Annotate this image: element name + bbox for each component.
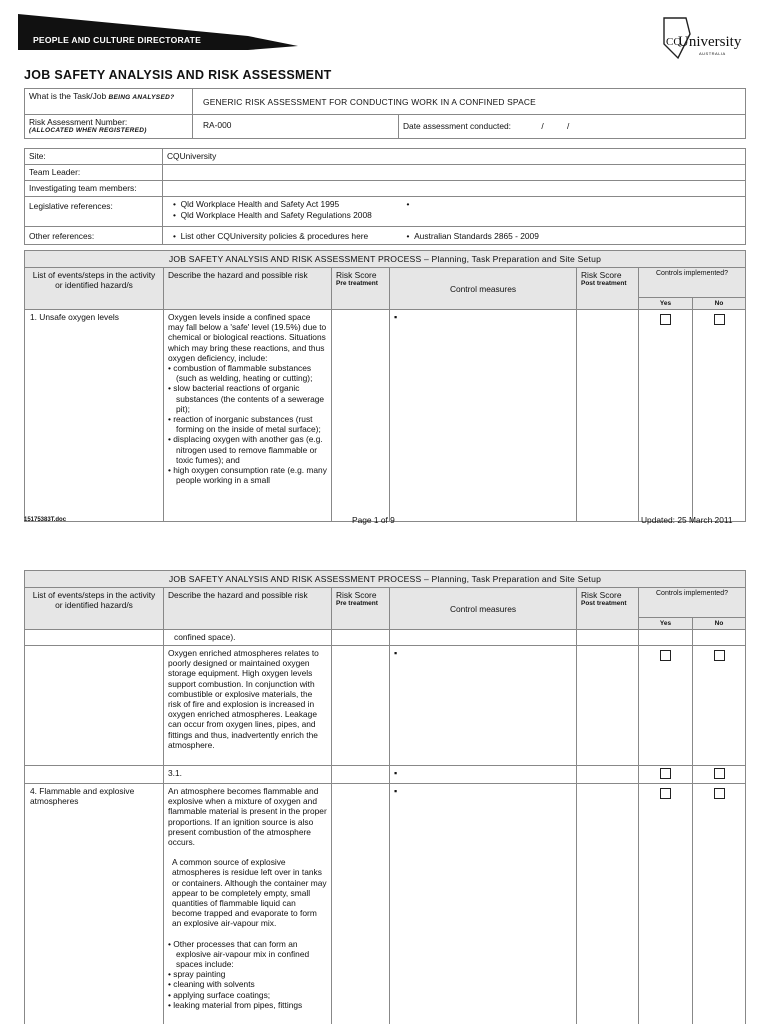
risk-post-cell[interactable] [577, 784, 639, 1024]
team-members-value[interactable] [163, 181, 746, 197]
col-steps-header: List of events/steps in the activity or identified hazard/s [25, 268, 164, 310]
no-checkbox[interactable] [714, 314, 725, 325]
step-empty-cell [25, 766, 164, 784]
yes-checkbox[interactable] [660, 650, 671, 661]
directorate-label: PEOPLE AND CULTURE DIRECTORATE [33, 35, 202, 45]
document-reference: 15175383T.doc [24, 517, 67, 523]
other-reference-item: • Australian Standards 2865 - 2009 [403, 227, 746, 245]
process-band-title: JOB SAFETY ANALYSIS AND RISK ASSESSMENT PROCESS – Planning, Task Preparation and Site Setup [25, 251, 746, 268]
no-cell [693, 646, 746, 766]
page-number: Page 1 of 9 [352, 515, 395, 525]
col-controls-header: Control measures [390, 268, 577, 310]
task-info-table [24, 88, 746, 139]
risk-post-cell[interactable] [577, 646, 639, 766]
control-measures-cell[interactable] [390, 646, 577, 766]
yes-checkbox[interactable] [660, 788, 671, 799]
risk-post-cell[interactable] [577, 630, 639, 646]
hazard-continuation: confined space). [164, 630, 332, 646]
cqu-logo [656, 14, 751, 66]
logo-country-text: AUSTRALIA [699, 51, 726, 56]
col-risk-pre-header: Risk Score Pre treatment [332, 268, 390, 310]
risk-pre-cell[interactable] [332, 646, 390, 766]
col-controls-header: Control measures [390, 588, 577, 630]
hazard-list-item: • cleaning with solvents [168, 979, 327, 989]
col-yes-header: Yes [639, 298, 693, 310]
yes-cell [639, 630, 693, 646]
no-cell [693, 784, 746, 1024]
legislative-label: Legislative references: [25, 197, 163, 227]
updated-date: Updated: 25 March 2011 [641, 515, 733, 525]
date-label: Date assessment conducted: [403, 121, 512, 131]
task-label: What is the Task/Job [29, 91, 107, 101]
hazard-list-item: • leaking material from pipes, fittings [168, 1000, 327, 1010]
risk-pre-cell[interactable] [332, 766, 390, 784]
risk-pre-cell[interactable] [332, 784, 390, 1024]
other-references-label: Other references: [25, 227, 163, 245]
hazard-list-item: • slow bacterial reactions of organic substances (the contents of a sewerage pit); [168, 383, 327, 414]
legislative-list [163, 197, 403, 227]
no-checkbox[interactable] [714, 788, 725, 799]
ra-label: Risk Assessment Number: [29, 117, 128, 127]
risk-post-cell[interactable] [577, 310, 639, 522]
no-checkbox[interactable] [714, 768, 725, 779]
col-implemented-header: Controls implemented? [639, 268, 746, 298]
legislative-item: • Qld Workplace Health and Safety Act 1995 [173, 199, 340, 209]
no-cell [693, 766, 746, 784]
task-label-small: BEING ANALYSED [108, 94, 171, 101]
hazard-list-item: • high oxygen consumption rate (e.g. many people working in a small [168, 465, 327, 485]
document-title: JOB SAFETY ANALYSIS AND RISK ASSESSMENT [24, 68, 332, 82]
logo-cq-text: CQ [666, 36, 682, 48]
hazard-list-item: • reaction of inorganic substances (rust forming on the inside of metal surface); [168, 414, 327, 434]
task-label-qmark: ? [170, 94, 175, 101]
control-measures-cell[interactable] [390, 766, 577, 784]
control-measures-cell[interactable] [390, 784, 577, 1024]
no-checkbox[interactable] [714, 650, 725, 661]
hazard-list-item: • spray painting [168, 969, 327, 979]
date-value[interactable]: / / [541, 121, 570, 131]
process-table-page2 [24, 570, 746, 1024]
legislative-item: • Qld Workplace Health and Safety Regulations 2008 [173, 210, 372, 220]
ra-label-small: (ALLOCATED WHEN REGISTERED) [29, 127, 147, 134]
step-unsafe-oxygen: 1. Unsafe oxygen levels [25, 310, 164, 522]
hazard-oxygen-description: Oxygen levels inside a confined space may fall below a 'safe' level (19.5%) due to chemical or biological reactions. Situations which may bring these reactions, and thus oxygen deficiency, include: • combustion of flammable substances (such as welding, heating or cutting); • slow bacterial reactions of organic substances (the contents of a sewerage pit); • reaction of inorganic substances (rust forming on the inside of metal surface); • displacing oxygen with another gas (e.g. nitrogen used to remove flammable or toxic fumes); and • high oxygen consumption rate (e.g. many people working in a small [164, 310, 332, 522]
date-cell[interactable] [399, 115, 746, 139]
logo-university-text: University [678, 34, 742, 50]
yes-cell [639, 784, 693, 1024]
no-cell [693, 630, 746, 646]
hazard-list-item: • Other processes that can form an explosive air-vapour mix in confined spaces include: [168, 939, 327, 970]
no-cell [693, 310, 746, 522]
team-leader-value[interactable] [163, 165, 746, 181]
hazard-3-1: 3.1. [164, 766, 332, 784]
yes-cell [639, 310, 693, 522]
risk-pre-cell[interactable] [332, 630, 390, 646]
col-steps-header: List of events/steps in the activity or identified hazard/s [25, 588, 164, 630]
hazard-flammable-description: An atmosphere becomes flammable and explosive when a mixture of oxygen and flammable material is present in the proper proportions. If an ignition source is also present combustion of the atmosphere occurs. A common source of explosive atmospheres is residue left over in tanks or containers. Although the container may appear to be completely empty, small quantities of flammable liquid can become trapped and evaporate to form an explosive air-vapour mix. • Other processes that can form an explosive air-vapour mix in confined spaces include: • spray painting • cleaning with solvents • applying surface coatings; • leaking material from pipes, fittings [164, 784, 332, 1024]
task-label-cell [25, 89, 193, 115]
col-implemented-header: Controls implemented? [639, 588, 746, 618]
col-risk-pre-header: Risk Score Pre treatment [332, 588, 390, 630]
other-reference-item: • List other CQUniversity policies & procedures here [163, 227, 403, 245]
risk-post-cell[interactable] [577, 766, 639, 784]
control-measures-cell[interactable] [390, 310, 577, 522]
risk-pre-cell[interactable] [332, 310, 390, 522]
ra-value[interactable]: RA-000 [193, 115, 399, 139]
yes-cell [639, 646, 693, 766]
col-yes-header: Yes [639, 618, 693, 630]
site-value[interactable]: CQUniversity [163, 149, 746, 165]
process-table-page1 [24, 250, 746, 522]
yes-checkbox[interactable] [660, 768, 671, 779]
team-members-label: Investigating team members: [25, 181, 163, 197]
site-label: Site: [25, 149, 163, 165]
col-risk-post-header: Risk Score Post treatment [577, 588, 639, 630]
site-table [24, 148, 746, 245]
col-risk-post-header: Risk Score Post treatment [577, 268, 639, 310]
process-band-title: JOB SAFETY ANALYSIS AND RISK ASSESSMENT PROCESS – Planning, Task Preparation and Site Setup [25, 571, 746, 588]
step-continuation-cell [25, 630, 164, 646]
ra-label-cell [25, 115, 193, 139]
step-flammable-atmospheres: 4. Flammable and explosive atmospheres [25, 784, 164, 1024]
team-leader-label: Team Leader: [25, 165, 163, 181]
col-no-header: No [693, 298, 746, 310]
yes-cell [639, 766, 693, 784]
hazard-list-item: • combustion of flammable substances (such as welding, heating or cutting); [168, 363, 327, 383]
legislative-extra[interactable]: • [403, 197, 746, 227]
yes-checkbox[interactable] [660, 314, 671, 325]
hazard-list-item: • applying surface coatings; [168, 990, 327, 1000]
step-oxygen-enriched-cell [25, 646, 164, 766]
hazard-list-item: • displacing oxygen with another gas (e.g. nitrogen used to remove flammable or toxic fumes); and [168, 434, 327, 465]
control-measures-cell[interactable] [390, 630, 577, 646]
col-no-header: No [693, 618, 746, 630]
hazard-oxygen-enriched: Oxygen enriched atmospheres relates to poorly designed or maintained oxygen storage equipment. High oxygen levels support combustion. In conjunction with combustible or explosive materials, the risk of fire and explosion is increased in oxygen enriched atmospheres. Leakage can occur from oxygen lines, pipes, and fittings and thus, inadvertently enrich the atmosphere. [164, 646, 332, 766]
col-hazard-header: Describe the hazard and possible risk [164, 588, 332, 630]
col-hazard-header: Describe the hazard and possible risk [164, 268, 332, 310]
directorate-banner [18, 14, 298, 50]
task-value[interactable]: GENERIC RISK ASSESSMENT FOR CONDUCTING WORK IN A CONFINED SPACE [193, 89, 746, 115]
